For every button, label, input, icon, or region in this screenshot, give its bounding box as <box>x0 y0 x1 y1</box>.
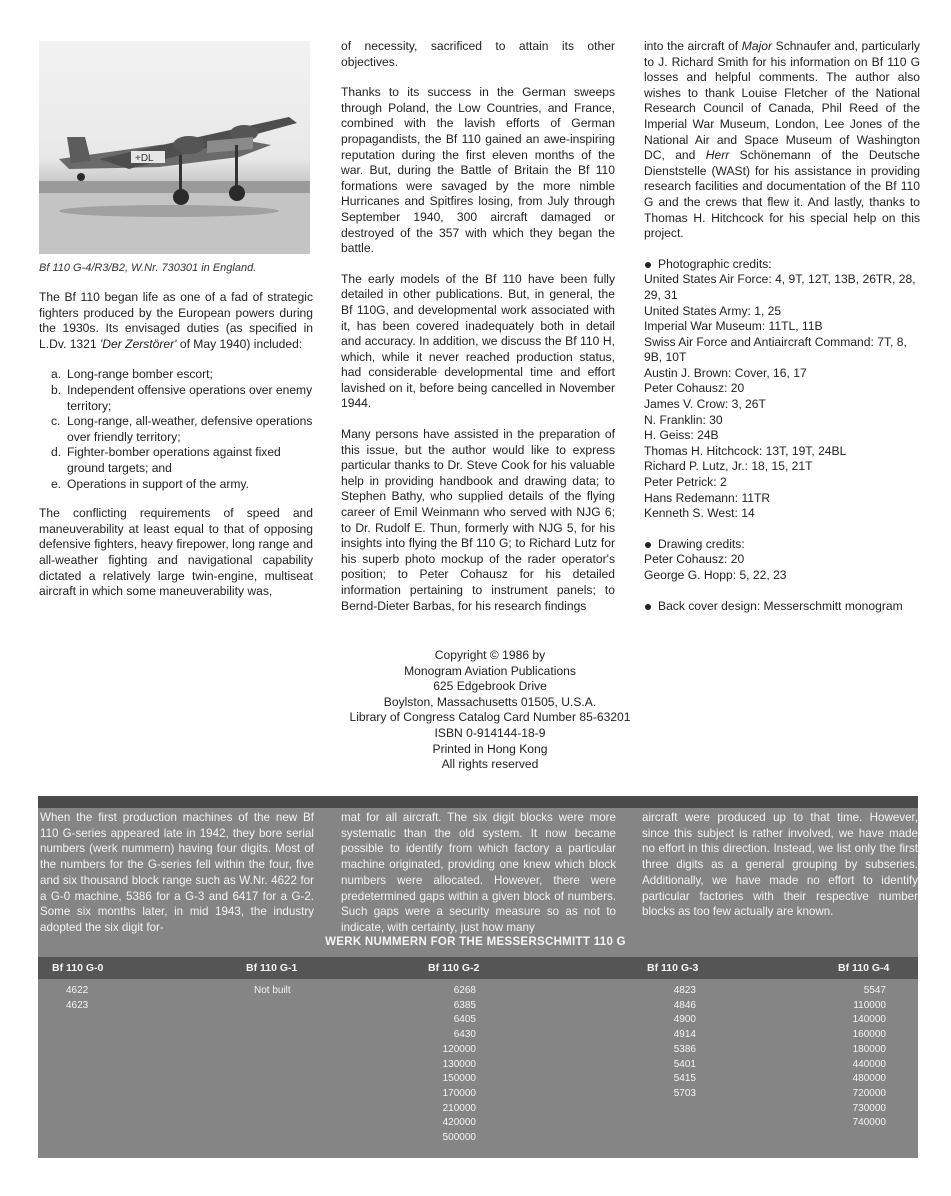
table-cell: 5547 <box>863 985 886 996</box>
table-cell: 4823 <box>673 985 696 996</box>
credit-line: N. Franklin: 30 <box>644 412 723 427</box>
column-header-g2: Bf 110 G-2 <box>428 962 480 974</box>
list-item: e. Operations in support of the army. <box>51 476 249 491</box>
aircraft-illustration <box>39 41 310 254</box>
table-cell: 740000 <box>852 1117 886 1129</box>
table-cell: 480000 <box>852 1073 886 1085</box>
table-cell: 120000 <box>442 1043 476 1055</box>
table-cell: 5415 <box>673 1073 696 1085</box>
table-cell: 4622 <box>66 985 89 996</box>
panel-paragraph: When the first production machines of the new Bf 110 G-series appeared late in 1942, they bore serial numbers (werk nummern) having four digits. Most of the numbers for the G-series fell within the four, five and six thousand block range such as W.Nr. 4622 for a G-0 machine, 5386 for a G-3 and 6417 for a G-2. Some six months later, in mid 1943, the industry adopted the six digit for- <box>40 811 314 934</box>
credit-line: Peter Cohausz: 20 <box>644 552 745 567</box>
copyright-block <box>300 648 680 773</box>
credit-line: Peter Petrick: 2 <box>644 475 727 490</box>
table-cell: 4914 <box>673 1029 696 1041</box>
table-cell: 5386 <box>673 1043 696 1055</box>
table-cell: 110000 <box>853 999 886 1011</box>
column-1 <box>39 290 313 615</box>
table-title: WERK NUMMERN FOR THE MESSERSCHMITT 110 G <box>325 936 626 948</box>
table-cell: 6385 <box>453 999 476 1011</box>
credit-line: Thomas H. Hitchcock: 13T, 19T, 24BL <box>644 443 847 458</box>
table-cell: 5703 <box>673 1087 696 1099</box>
table-cell: 420000 <box>442 1117 476 1129</box>
credit-line: George G. Hopp: 5, 22, 23 <box>644 568 787 582</box>
column-header-g4: Bf 110 G-4 <box>838 962 890 974</box>
list-item: a. Long-range bomber escort; <box>51 367 213 382</box>
table-cell: 170000 <box>442 1087 476 1099</box>
credit-line: Peter Cohausz: 20 <box>644 381 745 396</box>
table-cell: 4900 <box>673 1014 696 1026</box>
copyright-line: Monogram Aviation Publications <box>404 663 576 678</box>
credit-line: James V. Crow: 3, 26T <box>644 397 766 412</box>
photo-caption: Bf 110 G-4/R3/B2, W.Nr. 730301 in England. <box>39 262 257 274</box>
list-item: d. Fighter-bomber operations against fixed ground targets; and <box>51 445 281 475</box>
panel-paragraph: mat for all aircraft. The six digit blocks were more systematic than the old system. It now became possible to identify from which factory a particular machine originated, providing one knew which block numbers were allocated. However, there were predetermined gaps within a given block of numbers. Such gaps were a security measure so as not to indicate, with certainty, just how many <box>341 811 616 934</box>
credit-line: Swiss Air Force and Antiaircraft Command: 7T, 8, 9B, 10T <box>644 334 907 365</box>
credit-line: Richard P. Lutz, Jr.: 18, 15, 21T <box>644 459 813 474</box>
copyright-line: Printed in Hong Kong <box>432 741 548 756</box>
table-cell: 180000 <box>852 1043 886 1055</box>
table-cell: 140000 <box>852 1014 886 1026</box>
credit-line: United States Army: 1, 25 <box>644 303 782 318</box>
table-cell: 210000 <box>442 1102 476 1114</box>
photo-credits-heading: Photographic credits: <box>644 257 920 273</box>
credit-line: H. Geiss: 24B <box>644 428 719 443</box>
table-cell: 130000 <box>442 1058 476 1070</box>
copyright-line: All rights reserved <box>441 757 539 772</box>
intro-paragraph: The Bf 110 began life as one of a fad of strategic fighters produced by the European powers during the 1930s. Its envisaged duties (as specified in L.Dv. 1321 'Der Zerstörer' of May 1940) included: <box>39 290 313 351</box>
table-cell: 730000 <box>852 1102 886 1114</box>
paragraph: Many persons have assisted in the preparation of this issue, but the author would like to express particular thanks to Dr. Steve Cook for his valuable help in providing handbook and drawing data; to Stephen Bathy, who supplied details of the flying career of Emil Weinmann who served with NJG 6; to Dr. Rudolf E. Thun, formerly with NJG 5, for his insights into flying the Bf 110 G; to Richard Lutz for his superb photo mockup of the rader operator's position; to Peter Cohausz for his detailed information pertaining to instrument panels; to Bernd-Dieter Barbas, for his research findings <box>341 427 615 613</box>
table-cell: Not built <box>254 985 291 996</box>
photo-credits <box>644 257 920 522</box>
table-cell: 720000 <box>852 1087 886 1099</box>
table-cell: 4846 <box>673 999 696 1011</box>
table-cell: 6430 <box>453 1029 476 1041</box>
paragraph: Thanks to its success in the German sweeps through Poland, the Low Countries, and France, combined with the lavish efforts of German propagandists, the Bf 110 gained an awe-inspiring reputation during the first eleven months of the war. But, during the Battle of Britain the Bf 110 formations were savaged by the more nimble Hurricanes and Spitfires losing, from July through September 1940, 300 aircraft damaged or destroyed of the 357 with which they began the battle. <box>341 85 615 256</box>
credit-line: Hans Redemann: 11TR <box>644 490 771 505</box>
fuselage-marking: +DL <box>135 153 154 164</box>
duties-list <box>39 367 313 492</box>
copyright-line: Library of Congress Catalog Card Number 85-63201 <box>349 710 631 725</box>
paragraph: The conflicting requirements of speed and maneuverability at least equal to that of opposing defensive fighters, heavy firepower, long range and all-weather fighting and navigational capability dictated a relatively large twin-engine, multiseat aircraft in which some maneuverability was, <box>39 506 313 599</box>
copyright-line: ISBN 0-914144-18-9 <box>434 725 546 740</box>
column-header-g3: Bf 110 G-3 <box>647 962 699 974</box>
table-cell: 6405 <box>453 1014 476 1026</box>
drawing-credits-heading: Drawing credits: <box>644 537 920 553</box>
table-cell: 500000 <box>442 1132 476 1143</box>
table-cell: 440000 <box>852 1058 886 1070</box>
credit-line: Austin J. Brown: Cover, 16, 17 <box>644 365 807 380</box>
list-item: b. Independent offensive operations over enemy territory; <box>51 382 313 413</box>
table-cell: 150000 <box>442 1073 476 1085</box>
list-item: c. Long-range, all-weather, defensive operations over friendly territory; <box>51 414 313 444</box>
panel-paragraph: aircraft were produced up to that time. However, since this subject is rather involved, we have made no effort in this direction. Instead, we list only the first three digits as a general grouping by subseries. Additionally, we have made no effort to identify particular factories with their respective number blocks as too few actually are known. <box>642 811 918 919</box>
table-cell: 4623 <box>66 999 89 1011</box>
credit-line: Imperial War Museum: 11TL, 11B <box>644 319 823 334</box>
paragraph: of necessity, sacrificed to attain its other objectives. <box>341 39 615 69</box>
acknowledgements-paragraph: into the aircraft of Major Schnaufer and, particularly to J. Richard Smith for his information on Bf 110 G losses and helpful comments. The author also wishes to thank Louise Fletcher of the National Research Council of Canada, Phil Reed of the Imperial War Museum, London, Lee Jones of the National Air and Space Museum of Washington DC, and Herr Schönemann of the Deutsche Dienststelle (WASt) for his assistance in providing research facilities and documentation of the Bf 110 G and the crews that flew it. And lastly, thanks to Thomas H. Hitchcock for his special help on this project. <box>644 39 920 241</box>
back-cover-credit: Back cover design: Messerschmitt monogram <box>644 599 920 615</box>
copyright-line: Copyright © 1986 by <box>434 648 546 662</box>
column-2 <box>341 39 615 629</box>
table-cell: 160000 <box>852 1029 886 1041</box>
table-cell: 6268 <box>453 985 476 996</box>
credit-line: Kenneth S. West: 14 <box>644 506 755 521</box>
aircraft-photo <box>39 41 310 254</box>
panel-top-rule <box>38 796 918 808</box>
drawing-credits <box>644 537 920 584</box>
table-cell: 5401 <box>673 1058 696 1070</box>
publication-title: 'Der Zerstörer' <box>99 336 177 351</box>
column-3 <box>644 39 920 614</box>
credit-line: United States Air Force: 4, 9T, 12T, 13B, 26TR, 28, 29, 31 <box>644 272 916 302</box>
copyright-line: 625 Edgebrook Drive <box>433 679 547 694</box>
paragraph: The early models of the Bf 110 have been fully detailed in other publications. But, in general, the Bf 110G, and developmental work associated with it, has been covered inadequately both in detail and accuracy. In addition, we discuss the Bf 110 H, which, while it never reached production status, had considerable developmental time and effort lavished on it, before being cancelled in November 1944. <box>341 271 615 411</box>
column-header-g0: Bf 110 G-0 <box>52 962 104 974</box>
column-header-g1: Bf 110 G-1 <box>246 962 298 974</box>
copyright-line: Boylston, Massachusetts 01505, U.S.A. <box>383 694 597 709</box>
